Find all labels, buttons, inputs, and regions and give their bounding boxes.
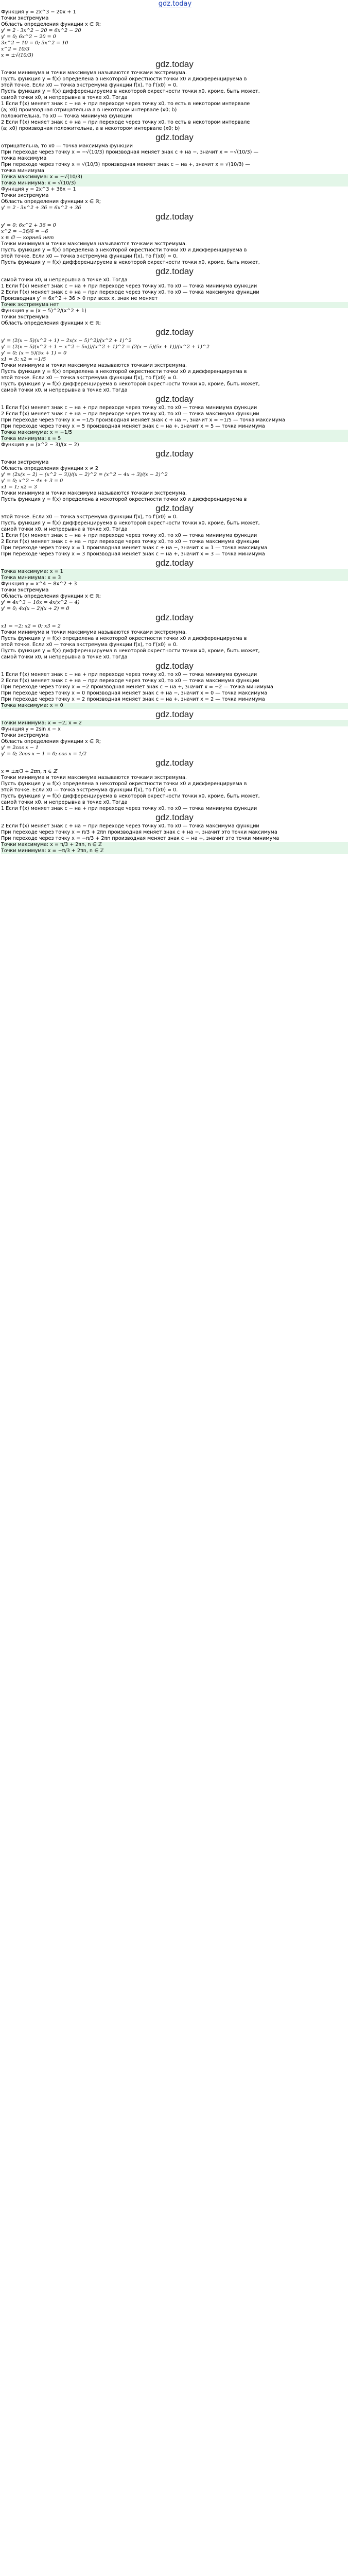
text-line: этой точке. Если x0 — точка экстремума функции f(x), то f′(x0) = 0. <box>1 253 178 259</box>
text-line: отрицательна, то x0 — точка максимума функции <box>1 143 133 149</box>
answer-line: Точка максимума: x = 0 <box>1 703 348 709</box>
answer-line: Точка минимума: x = 3 <box>1 575 348 581</box>
formula-line: y' = (2x(x − 2) − (x^2 − 3))/(x − 2)^2 = (x^2 − 4x + 3)/(x − 2)^2 <box>1 472 168 478</box>
formula-line: x = ±π/3 + 2πn, n ∈ ℤ <box>1 769 57 774</box>
text-line: Область определения функции x ∈ ℝ; <box>1 594 101 599</box>
text-line: При переходе через точку x = π/3 + 2πn производная меняет знак с + на −, значит это точки максимума <box>1 829 277 835</box>
formula-line: y' = (2(x − 5)(x^2 + 1 − x^2 + 5x))/(x^2 + 1)^2 = (2(x − 5)(5x + 1))/(x^2 + 1)^2 <box>1 344 209 350</box>
text-line: Точки экстремума <box>1 460 49 465</box>
text-line: 2 Если f′(x) меняет знак с + на − при переходе через точку x0, то x0 — точка максимума функции <box>1 678 259 684</box>
formula-line: y' = 0; 6x^2 − 20 = 0 <box>1 34 56 40</box>
text-line: этой точке. Если x0 — точка экстремума функции f(x), то f′(x0) = 0. <box>1 82 178 88</box>
text-line: 1 Если f′(x) меняет знак с − на + при переходе через точку x0, то x0 — точка минимума функции <box>1 405 257 411</box>
text-line: Точки минимума и точки максимума называются точками экстремума. <box>1 775 187 781</box>
formula-line: x1 = 1; x2 = 3 <box>1 484 37 490</box>
watermark: gdz.today <box>155 661 194 671</box>
answer-line: Точка минимума: x = 5 <box>1 436 348 442</box>
formula-line: y' = 0; 6x^2 + 36 = 0 <box>1 223 56 228</box>
formula-line: x^2 = −36/6 = −6 <box>1 229 48 234</box>
text-line: 2 Если f′(x) меняет знак с + на − при переходе через точку x0, то x0 — точка максимума функции <box>1 539 259 545</box>
text-line: При переходе через точку x = 2 производная меняет знак с − на +, значит x = 2 — точка минимума <box>1 697 265 702</box>
text-line: Область определения функции x ≠ 2 <box>1 466 98 471</box>
watermark: gdz.today <box>155 132 194 142</box>
text-line: Область определения функции x ∈ ℝ; <box>1 199 101 205</box>
text-line: Пусть функция y = f(x) дифференцируема в некоторой окрестности точки x0, кроме, быть может, <box>1 793 260 799</box>
text-line: При переходе через точку x = 0 производная меняет знак с + на −, значит x = 0 — точка максимума <box>1 690 268 696</box>
text-line: Функция y = 2x^3 − 20x + 1 <box>1 9 76 15</box>
text-line: Точки минимума и точки максимума называются точками экстремума. <box>1 363 187 368</box>
text-line: При переходе через точку x = −π/3 + 2πn производная меняет знак с − на +, значит это точки минимума <box>1 836 279 841</box>
text-line: При переходе через точку x = −2 производная меняет знак с − на +, значит x = −2 — точка минимума <box>1 684 273 690</box>
formula-line: y' = 0; 2cos x − 1 = 0; cos x = 1/2 <box>1 751 87 757</box>
text-line: Пусть функция y = f(x) дифференцируема в некоторой окрестности точки x0, кроме, быть может, <box>1 260 260 265</box>
formula-line: 3x^2 − 10 = 0; 3x^2 = 10 <box>1 40 68 46</box>
text-line: положительна, то x0 — точка минимума функции <box>1 113 132 119</box>
site-header <box>0 0 350 8</box>
formula-line: x ∈ ∅ — корней нет <box>1 235 54 241</box>
text-line: самой точки x0, и непрерывна в точке x0. Тогда <box>1 95 128 100</box>
watermark: gdz.today <box>155 327 194 337</box>
text-line: 1 Если f′(x) меняет знак с − на + при переходе через точку x0, то x0 — точка минимума функции <box>1 672 257 677</box>
answer-line: Точка максимума: x = −1/5 <box>1 430 348 436</box>
site-link[interactable]: gdz.today <box>158 0 192 8</box>
watermark: gdz.today <box>155 503 194 513</box>
text-line: Пусть функция y = f(x) дифференцируема в некоторой окрестности точки x0, кроме, быть может, <box>1 89 260 94</box>
watermark: gdz.today <box>155 449 194 459</box>
text-line: При переходе через точку x = 5 производная меняет знак с − на +, значит x = 5 — точка минимума <box>1 423 265 429</box>
text-line: Точки экстремума <box>1 193 49 198</box>
text-line: Пусть функция y = f(x) дифференцируема в некоторой окрестности точки x0, кроме, быть может, <box>1 381 260 387</box>
formula-line: y' = 2cos x − 1 <box>1 745 39 751</box>
answer-line: Точка максимума: x = 1 <box>1 569 348 575</box>
text-line: (a; x0) производная отрицательна а в некотором интервале (x0; b) <box>1 107 177 113</box>
answer-line: Точка максимума: x = −√(10/3) <box>1 174 348 180</box>
formula-line: y' = 2 · 3x^2 − 20 = 6x^2 − 20 <box>1 28 81 33</box>
text-line: При переходе через точку x = √(10/3) производная меняет знак с − на +, значит x = √(10/3) — <box>1 162 250 167</box>
watermark: gdz.today <box>155 758 194 768</box>
text-line: Пусть функция y = f(x) определена в некоторой окрестности точки x0 и дифференцируема в <box>1 76 247 82</box>
watermark: gdz.today <box>155 558 194 568</box>
text-line: самой точки x0, и непрерывна в точке x0. Тогда <box>1 277 128 283</box>
text-line: Точки минимума и точки максимума называются точками экстремума. <box>1 490 187 496</box>
text-line: 2 Если f′(x) меняет знак с + на − при переходе через точку x0, то x0 — точка максимума функции <box>1 290 259 295</box>
text-line: При переходе через точку x = 1 производная меняет знак с + на −, значит x = 1 — точка максимума <box>1 545 268 551</box>
text-line: 1 Если f′(x) меняет знак с − на + при переходе через точку x0, то x0 — точка минимума функции <box>1 533 257 538</box>
watermark: gdz.today <box>155 812 194 822</box>
text-line: этой точке. Если x0 — точка экстремума функции f(x), то f′(x0) = 0. <box>1 787 178 793</box>
watermark: gdz.today <box>155 394 194 404</box>
formula-line: x^2 = 10/3 <box>1 46 30 52</box>
formula-line: y' = 0; (x − 5)(5x + 1) = 0 <box>1 350 67 356</box>
text-line: самой точки x0, и непрерывна в точке x0. Тогда <box>1 800 128 805</box>
formula-line: x1 = 5; x2 = −1/5 <box>1 357 46 362</box>
text-line: 1 Если f′(x) меняет знак с − на + при переходе через точку x0, то x0 — точка минимума функции <box>1 283 257 289</box>
text-line: этой точке. Если x0 — точка экстремума функции f(x), то f′(x0) = 0. <box>1 642 178 648</box>
text-line: При переходе через точку x = −1/5 производная меняет знак с + на −, значит x = −1/5 — точка максимума <box>1 417 285 423</box>
watermark: gdz.today <box>155 709 194 719</box>
text-line: 2 Если f′(x) меняет знак с + на − при переходе через точку x0, то есть в некотором интервале <box>1 120 250 125</box>
text-line: 2 Если f′(x) меняет знак с + на − при переходе через точку x0, то x0 — точка максимума функции <box>1 823 259 829</box>
watermark: gdz.today <box>155 613 194 622</box>
formula-line: x = ±√(10/3) <box>1 53 33 58</box>
answer-line: Точка минимума: x = √(10/3) <box>1 180 348 187</box>
formula-line: y' = (2(x − 5)(x^2 + 1) − 2x(x − 5)^2)/(x^2 + 1)^2 <box>1 338 132 344</box>
formula-line: y' = 0; 4x(x − 2)(x + 2) = 0 <box>1 606 69 612</box>
text-line: Функция y = (x − 5)^2/(x^2 + 1) <box>1 308 86 314</box>
text-line: Пусть функция y = f(x) определена в некоторой окрестности точки x0 и дифференцируема в <box>1 636 247 641</box>
watermark: gdz.today <box>155 266 194 276</box>
answer-line: Точки максимума: x = π/3 + 2πn, n ∈ ℤ <box>1 842 348 848</box>
text-line: Пусть функция y = f(x) определена в некоторой окрестности точки x0 и дифференцируема в <box>1 497 247 502</box>
watermark: gdz.today <box>155 59 194 69</box>
solution-content <box>0 8 350 854</box>
answer-line: Точек экстремума нет <box>1 302 348 308</box>
formula-line: y' = 2 · 3x^2 + 36 = 6x^2 + 36 <box>1 205 81 211</box>
text-line: Область определения функции x ∈ ℝ; <box>1 320 101 326</box>
text-line: Точки минимума и точки максимума называются точками экстремума. <box>1 70 187 76</box>
page <box>0 0 350 854</box>
text-line: этой точке. Если x0 — точка экстремума функции f(x), то f′(x0) = 0. <box>1 514 178 520</box>
text-line: 1 Если f′(x) меняет знак с − на + при переходе через точку x0, то есть в некотором интервале <box>1 101 250 107</box>
text-line: При переходе через точку x = 3 производная меняет знак с − на +, значит x = 3 — точка минимума <box>1 551 265 557</box>
text-line: Пусть функция y = f(x) определена в некоторой окрестности точки x0 и дифференцируема в <box>1 369 247 375</box>
text-line: При переходе через точку x = −√(10/3) производная меняет знак с + на −, значит x = −√(10/3) — <box>1 149 258 155</box>
text-line: 2 Если f′(x) меняет знак с + на − при переходе через точку x0, то x0 — точка максимума функции <box>1 411 259 417</box>
text-line: самой точки x0, и непрерывна в точке x0. Тогда <box>1 654 128 660</box>
text-line: Пусть функция y = f(x) дифференцируема в некоторой окрестности точки x0, кроме, быть может, <box>1 520 260 526</box>
text-line: Функция y = 2x^3 + 36x − 1 <box>1 187 76 192</box>
formula-line: y' = 4x^3 − 16x = 4x(x^2 − 4) <box>1 600 80 605</box>
text-line: этой точке. Если x0 — точка экстремума функции f(x), то f′(x0) = 0. <box>1 375 178 381</box>
formula-line: x1 = −2; x2 = 0; x3 = 2 <box>1 623 61 629</box>
text-line: Производная y′ = 6x^2 + 36 > 0 при всех x, знак не меняет <box>1 296 158 301</box>
text-line: Пусть функция y = f(x) определена в некоторой окрестности точки x0 и дифференцируема в <box>1 781 247 787</box>
text-line: Точки экстремума <box>1 15 49 21</box>
text-line: Функция y = (x^2 − 3)/(x − 2) <box>1 442 79 448</box>
text-line: Функция y = x^4 − 8x^2 + 3 <box>1 581 77 587</box>
text-line: точка минимума <box>1 168 44 174</box>
text-line: самой точки x0, и непрерывна в точке x0. Тогда <box>1 387 128 393</box>
text-line: самой точки x0, и непрерывна в точке x0. Тогда <box>1 527 128 532</box>
answer-line: Точки минимума: x = −2; x = 2 <box>1 720 348 726</box>
text-line: Область определения функции x ∈ ℝ; <box>1 22 101 27</box>
text-line: Область определения функции x ∈ ℝ; <box>1 739 101 744</box>
text-line: Пусть функция y = f(x) определена в некоторой окрестности точки x0 и дифференцируема в <box>1 247 247 253</box>
text-line: точка максимума <box>1 156 47 161</box>
text-line: Пусть функция y = f(x) дифференцируема в некоторой окрестности точки x0, кроме, быть может, <box>1 648 260 654</box>
formula-line: y' = 0; x^2 − 4x + 3 = 0 <box>1 478 63 484</box>
text-line: Точки экстремума <box>1 587 49 593</box>
watermark: gdz.today <box>155 212 194 222</box>
text-line: Функция y = 2sin x − x <box>1 726 61 732</box>
text-line: 1 Если f′(x) меняет знак с − на + при переходе через точку x0, то x0 — точка минимума функции <box>1 806 257 811</box>
text-line: Точки экстремума <box>1 733 49 738</box>
text-line: Точки минимума и точки максимума называются точками экстремума. <box>1 241 187 247</box>
answer-line: Точки минимума: x = −π/3 + 2πn, n ∈ ℤ <box>1 848 348 854</box>
text-line: (a; x0) производная положительна, а в некотором интервале (x0; b) <box>1 126 180 131</box>
text-line: Точки экстремума <box>1 314 49 320</box>
text-line: Точки минимума и точки максимума называются точками экстремума. <box>1 630 187 635</box>
